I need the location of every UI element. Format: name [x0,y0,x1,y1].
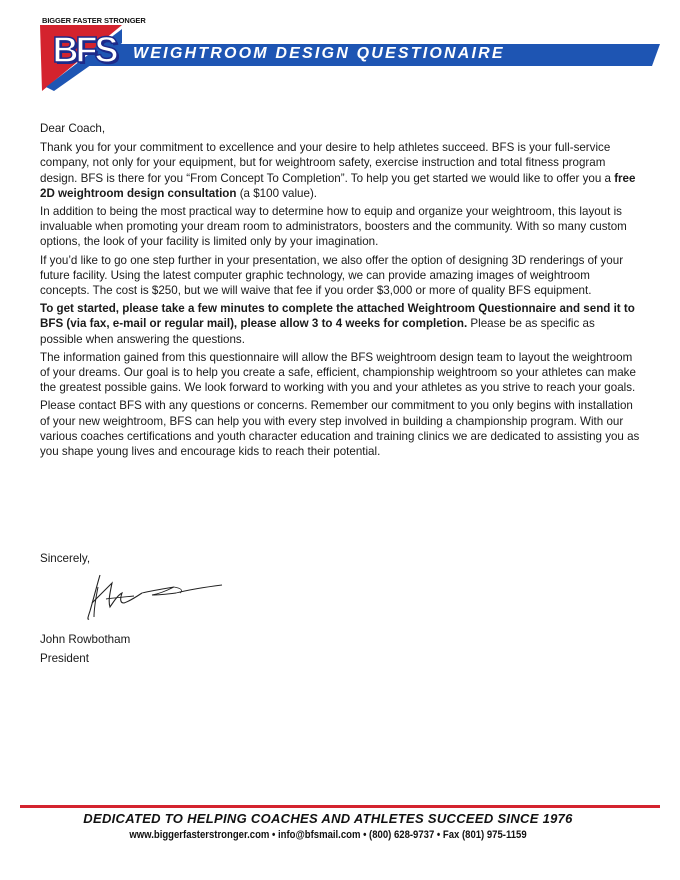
letterhead [0,0,680,100]
paragraph-information [40,350,640,396]
signer-title: President [40,652,89,665]
signer-name: John Rowbotham [40,633,131,646]
paragraph-text: Please contact BFS with any questions or concerns. Remember our commitment to you only begins with installation of your new weightroom, BFS can help you with every step involved in building a championship program. With our various coaches certifications and youth character education and training clinics we are dedicated to assisting you as you shape young lives and encourage kids to reach their potential. [40,399,640,459]
banner-title: WEIGHTROOM DESIGN QUESTIONAIRE [133,45,505,62]
paragraph-offer [40,140,640,201]
letter-body [40,121,640,462]
handwritten-signature [70,567,230,625]
paragraph-text: (a $100 value). [236,186,318,200]
brand-tagline: BIGGER FASTER STRONGER [42,16,146,25]
footer-slogan: DEDICATED TO HELPING COACHES AND ATHLETES SUCCEED SINCE 1976 [83,811,573,826]
paragraph-contact [40,398,640,459]
paragraph-text: Please be as specific as possible when answering the questions. [40,317,595,346]
footer-contact-info: www.biggerfasterstronger.com • info@bfsmail.com • (800) 628-9737 • Fax (801) 975-1159 [129,829,527,841]
paragraph-3d-renderings [40,253,640,299]
paragraph-text: Thank you for your commitment to excellence and your desire to help athletes succeed. BFS is your full-service company, not only for your equipment, but for weightroom safety, exercise instruction and total fitness program design. BFS is there for you “From Concept To Completion”. To help you get started we would like to offer you a [40,141,615,185]
paragraph-text: In addition to being the most practical way to determine how to equip and organize your weightroom, this layout is invaluable when promoting your dream room to administrators, boosters and the community. With so many custom options, the look of your facility is limited only by your imagination. [40,205,627,249]
paragraph-emphasis: To get started, please take a few minutes to complete the attached Weightroom Questionnaire and send it to BFS (via fax, e-mail or regular mail), please allow 3 to 4 weeks for completion. [40,302,635,331]
paragraph-layout [40,204,640,250]
closing: Sincerely, [40,552,91,565]
signer-block [40,630,130,668]
salutation: Dear Coach, [40,122,106,135]
footer-rule [20,805,660,808]
paragraph-get-started [40,301,640,347]
paragraph-emphasis: free 2D weightroom design consultation [40,171,636,200]
paragraph-text: If you’d like to go one step further in your presentation, we also offer the option of designing 3D renderings of your future facility. Using the latest computer graphic technology, we can provide amazing images of weightroom concepts. The cost is $250, but we will waive that fee if you order $3,000 or more of quality BFS equipment. [40,253,624,298]
paragraph-text: The information gained from this questionnaire will allow the BFS weightroom design team to layout the weightroom of your dreams. Our goal is to help you create a safe, efficient, championship weightroom so your athletes can make the greatest possible gains. We look forward to working with you and your athletes as you strive to reach your goals. [40,350,636,395]
bfs-logo-text: BFS [52,29,116,70]
